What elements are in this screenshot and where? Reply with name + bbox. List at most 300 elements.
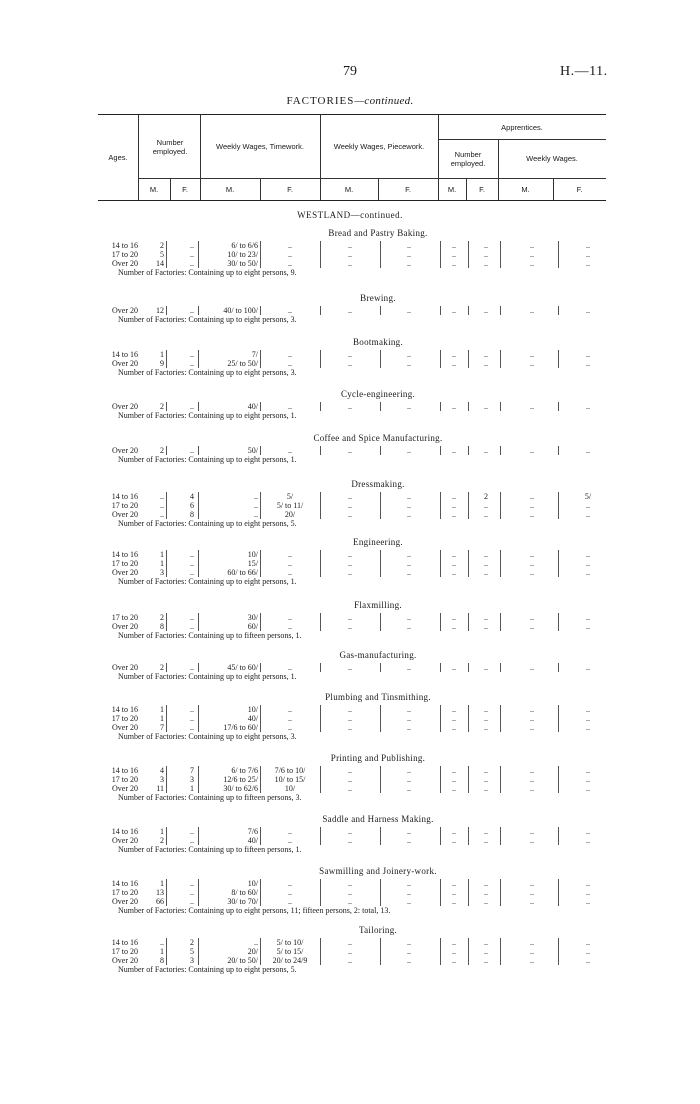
apprentice-m-cell: .. (452, 888, 456, 897)
piecework-f-cell: .. (407, 766, 411, 775)
column-rule (380, 446, 381, 455)
table-row (0, 250, 700, 259)
timework-f-cell: .. (288, 241, 292, 250)
table-row (0, 714, 700, 723)
column-rule (166, 550, 167, 577)
wages-f-cell: .. (586, 888, 590, 897)
age-cell: 17 to 20 (111, 714, 138, 723)
piecework-m-cell: .. (348, 550, 352, 559)
apprentice-m-cell: .. (452, 402, 456, 411)
table-row (0, 663, 700, 672)
piecework-f-cell: .. (407, 663, 411, 672)
employed-m-cell: 9 (160, 359, 164, 368)
employed-m-cell: .. (160, 501, 164, 510)
column-rule (500, 446, 501, 455)
employed-f-cell: .. (190, 714, 194, 723)
column-rule (558, 306, 559, 315)
age-cell: Over 20 (112, 784, 138, 793)
apprentice-m-cell: .. (452, 836, 456, 845)
piecework-m-cell: .. (348, 241, 352, 250)
wages-m-cell: .. (530, 306, 534, 315)
timework-f-cell: .. (288, 897, 292, 906)
timework-m-cell: 30/ to 50/ (227, 259, 258, 268)
age-cell: Over 20 (112, 446, 138, 455)
timework-m-cell: .. (254, 510, 258, 519)
wages-f-cell: .. (586, 879, 590, 888)
column-rule (558, 402, 559, 411)
piecework-m-cell: .. (348, 402, 352, 411)
employed-f-cell: .. (190, 559, 194, 568)
timework-f-cell: .. (288, 402, 292, 411)
piecework-m-cell: .. (348, 879, 352, 888)
column-rule (500, 550, 501, 577)
section-rows (0, 663, 700, 681)
column-rule (260, 446, 261, 455)
wages-f-cell: .. (586, 568, 590, 577)
employed-m-cell: 1 (160, 714, 164, 723)
apprentice-f-cell: .. (484, 663, 488, 672)
piecework-f-cell: .. (407, 402, 411, 411)
factories-note: Number of Factories: Containing up to eight persons, 9. (118, 268, 297, 277)
column-rule (468, 350, 469, 368)
apprentice-m-cell: .. (452, 241, 456, 250)
timework-m-cell: 50/ (247, 446, 258, 455)
col-time-m: M. (225, 184, 235, 194)
timework-f-cell: .. (288, 888, 292, 897)
apprentice-f-cell: .. (484, 775, 488, 784)
timework-m-cell: 40/ (247, 836, 258, 845)
table-row (0, 259, 700, 268)
piecework-f-cell: .. (407, 259, 411, 268)
wages-m-cell: .. (530, 250, 534, 259)
wages-f-cell: .. (586, 250, 590, 259)
column-rule (468, 766, 469, 793)
section-title: Engineering. (353, 537, 403, 547)
factories-note: Number of Factories: Containing up to fifteen persons, 1. (118, 845, 302, 854)
column-rule (260, 705, 261, 732)
age-cell: Over 20 (112, 259, 138, 268)
column-rule (380, 938, 381, 965)
apprentices-number-header: Number employed. (450, 149, 486, 168)
table-row (0, 501, 700, 510)
piecework-f-cell: .. (407, 714, 411, 723)
column-rule (320, 350, 321, 368)
apprentice-m-cell: .. (452, 501, 456, 510)
wages-m-cell: .. (530, 510, 534, 519)
timework-m-cell: 45/ to 60/ (227, 663, 258, 672)
apprentice-f-cell: .. (484, 956, 488, 965)
document-code: H.—11. (560, 64, 608, 79)
age-cell: Over 20 (112, 622, 138, 631)
col-piece-f: F. (405, 184, 411, 194)
column-rule (320, 827, 321, 845)
column-rule (198, 827, 199, 845)
column-rule (440, 705, 441, 732)
apprentice-m-cell: .. (452, 956, 456, 965)
column-rule (166, 827, 167, 845)
timework-m-cell: 10/ (247, 705, 258, 714)
wages-f-cell: .. (586, 501, 590, 510)
piecework-f-cell: .. (407, 622, 411, 631)
piecework-f-cell: .. (407, 492, 411, 501)
section-rows (0, 827, 700, 854)
timework-m-cell: 40/ (247, 402, 258, 411)
age-cell: 14 to 16 (111, 705, 138, 714)
age-cell: Over 20 (112, 510, 138, 519)
employed-f-cell: .. (190, 306, 194, 315)
column-rule (440, 402, 441, 411)
section-title: Dressmaking. (351, 479, 405, 489)
apprentice-f-cell: .. (484, 359, 488, 368)
piecework-f-cell: .. (407, 705, 411, 714)
apprentice-f-cell: .. (484, 827, 488, 836)
column-rule (468, 827, 469, 845)
employed-m-cell: 1 (160, 559, 164, 568)
employed-f-cell: .. (190, 879, 194, 888)
number-employed-header: Number employed. (152, 137, 188, 156)
age-cell: 17 to 20 (111, 888, 138, 897)
timework-f-cell: .. (288, 550, 292, 559)
wages-m-cell: .. (530, 938, 534, 947)
apprentice-f-cell: .. (484, 622, 488, 631)
apprentice-m-cell: .. (452, 663, 456, 672)
column-rule (468, 446, 469, 455)
piecework-m-cell: .. (348, 559, 352, 568)
wages-f-cell: .. (586, 510, 590, 519)
piecework-m-cell: .. (348, 723, 352, 732)
wages-m-cell: .. (530, 402, 534, 411)
age-cell: 14 to 16 (111, 879, 138, 888)
factories-note: Number of Factories: Containing up to eight persons, 3. (118, 315, 297, 324)
timework-f-cell: 5/ to 15/ (276, 947, 304, 956)
piecework-m-cell: .. (348, 350, 352, 359)
employed-f-cell: .. (190, 259, 194, 268)
column-rule (440, 827, 441, 845)
column-rule (380, 492, 381, 519)
section-rows (0, 613, 700, 640)
factories-note: Number of Factories: Containing up to eight persons, 11; fifteen persons, 2: total, 13. (118, 906, 391, 915)
wages-m-cell: .. (530, 241, 534, 250)
column-rule (558, 663, 559, 672)
apprentice-f-cell: .. (484, 897, 488, 906)
employed-f-cell: .. (190, 888, 194, 897)
column-rule (320, 766, 321, 793)
column-rule (558, 446, 559, 455)
table-row (0, 827, 700, 836)
age-cell: Over 20 (112, 306, 138, 315)
col-wage-f: F. (576, 184, 583, 194)
section-title: Flaxmilling. (354, 600, 402, 610)
column-rule (198, 879, 199, 906)
employed-f-cell: .. (190, 827, 194, 836)
piecework-m-cell: .. (348, 705, 352, 714)
section-title: Printing and Publishing. (330, 753, 426, 763)
column-rule (260, 938, 261, 965)
apprentice-m-cell: .. (452, 559, 456, 568)
wages-m-cell: .. (530, 879, 534, 888)
employed-m-cell: .. (160, 510, 164, 519)
employed-f-cell: .. (190, 613, 194, 622)
column-rule (320, 402, 321, 411)
timework-m-cell: 6/ to 6/6 (231, 241, 258, 250)
age-cell: Over 20 (112, 402, 138, 411)
table-row (0, 897, 700, 906)
column-rule (166, 306, 167, 315)
column-rule (500, 402, 501, 411)
section-rows (0, 241, 700, 277)
timework-f-cell: 10/ (284, 784, 296, 793)
apprentice-m-cell: .. (452, 550, 456, 559)
age-cell: 17 to 20 (111, 613, 138, 622)
employed-m-cell: 1 (160, 350, 164, 359)
piecework-f-cell: .. (407, 350, 411, 359)
timework-m-cell: 20/ to 50/ (227, 956, 258, 965)
wages-m-cell: .. (530, 956, 534, 965)
section-title: Coffee and Spice Manufacturing. (313, 433, 443, 443)
factories-note: Number of Factories: Containing up to eight persons, 3. (118, 368, 297, 377)
apprentice-f-cell: .. (484, 947, 488, 956)
timework-f-cell: .. (288, 568, 292, 577)
apprentice-f-cell: .. (484, 350, 488, 359)
column-rule (558, 350, 559, 368)
apprentice-f-cell: .. (484, 510, 488, 519)
apprentice-f-cell: .. (484, 402, 488, 411)
employed-m-cell: 3 (160, 775, 164, 784)
column-rule (260, 492, 261, 519)
employed-m-cell: 1 (160, 879, 164, 888)
apprentice-m-cell: .. (452, 827, 456, 836)
wages-m-cell: .. (530, 613, 534, 622)
column-rule (166, 705, 167, 732)
wages-m-cell: .. (530, 836, 534, 845)
timework-header: Weekly Wages, Timework. (216, 142, 304, 151)
age-cell: Over 20 (112, 956, 138, 965)
apprentice-f-cell: .. (484, 559, 488, 568)
timework-m-cell: 7/6 (247, 827, 258, 836)
age-cell: 17 to 20 (111, 775, 138, 784)
table-row (0, 784, 700, 793)
section-title: Plumbing and Tinsmithing. (325, 692, 431, 702)
employed-m-cell: 2 (160, 613, 164, 622)
employed-m-cell: 12 (156, 306, 164, 315)
employed-f-cell: .. (190, 836, 194, 845)
employed-m-cell: 1 (160, 705, 164, 714)
section-title: Tailoring. (358, 925, 398, 935)
apprentice-f-cell: .. (484, 550, 488, 559)
column-rule (166, 938, 167, 965)
column-rule (500, 879, 501, 906)
apprentice-m-cell: .. (452, 784, 456, 793)
timework-f-cell: .. (288, 613, 292, 622)
apprentice-m-cell: .. (452, 723, 456, 732)
section-title: Cycle-engineering. (340, 389, 416, 399)
column-rule (166, 613, 167, 631)
table-row (0, 350, 700, 359)
title-text: FACTORIES (286, 95, 355, 107)
piecework-f-cell: .. (407, 559, 411, 568)
piecework-m-cell: .. (348, 897, 352, 906)
employed-f-cell: .. (190, 723, 194, 732)
column-rule (380, 705, 381, 732)
ages-header: Ages. (108, 153, 128, 162)
timework-f-cell: .. (288, 622, 292, 631)
piecework-f-cell: .. (407, 501, 411, 510)
employed-m-cell: 13 (156, 888, 164, 897)
column-rule (380, 879, 381, 906)
timework-m-cell: 40/ (247, 714, 258, 723)
apprentice-m-cell: .. (452, 446, 456, 455)
piecework-f-cell: .. (407, 446, 411, 455)
column-rule (260, 306, 261, 315)
age-cell: Over 20 (112, 897, 138, 906)
employed-m-cell: 2 (160, 836, 164, 845)
wages-m-cell: .. (530, 723, 534, 732)
section-title: Bootmaking. (352, 337, 404, 347)
timework-f-cell: 5/ to 10/ (276, 938, 304, 947)
column-rule (440, 879, 441, 906)
employed-f-cell: .. (190, 663, 194, 672)
apprentice-f-cell: .. (484, 705, 488, 714)
column-rule (320, 550, 321, 577)
column-rule (198, 306, 199, 315)
column-rule (198, 402, 199, 411)
section-rows (0, 879, 700, 915)
timework-f-cell: 20/ to 24/9 (272, 956, 308, 965)
employed-f-cell: .. (190, 446, 194, 455)
piecework-m-cell: .. (348, 259, 352, 268)
wages-f-cell: .. (586, 784, 590, 793)
piecework-header: Weekly Wages, Piecework. (333, 142, 425, 151)
employed-m-cell: 1 (160, 947, 164, 956)
timework-f-cell: .. (288, 879, 292, 888)
age-cell: Over 20 (112, 663, 138, 672)
section-title: Gas-manufacturing. (339, 650, 417, 660)
column-rule (468, 402, 469, 411)
col-appr-f: F. (479, 184, 485, 194)
section-rows (0, 550, 700, 586)
column-rule (468, 705, 469, 732)
timework-m-cell: 30/ to 62/6 (223, 784, 258, 793)
section-title: Sawmilling and Joinery-work. (319, 866, 437, 876)
page-number: 79 (343, 64, 357, 79)
apprentice-f-cell: .. (484, 766, 488, 775)
piecework-m-cell: .. (348, 836, 352, 845)
wages-m-cell: .. (530, 663, 534, 672)
timework-m-cell: 7/ (251, 350, 258, 359)
column-rule (440, 663, 441, 672)
apprentice-f-cell: .. (484, 568, 488, 577)
table-row (0, 306, 700, 315)
column-rule (558, 613, 559, 631)
column-rule (198, 613, 199, 631)
wages-f-cell: .. (586, 241, 590, 250)
column-rule (166, 766, 167, 793)
piecework-f-cell: .. (407, 879, 411, 888)
timework-m-cell: 6/ to 7/6 (231, 766, 258, 775)
column-rule (558, 492, 559, 519)
timework-m-cell: .. (254, 938, 258, 947)
apprentices-header: Apprentices. (501, 122, 543, 132)
timework-f-cell: .. (288, 350, 292, 359)
section-title: Saddle and Harness Making. (322, 814, 434, 824)
column-rule (558, 827, 559, 845)
apprentice-m-cell: .. (452, 568, 456, 577)
timework-f-cell: 5/ to 11/ (276, 501, 304, 510)
timework-m-cell: 12/6 to 25/ (223, 775, 258, 784)
age-cell: 17 to 20 (111, 250, 138, 259)
timework-m-cell: 15/ (247, 559, 258, 568)
piecework-f-cell: .. (407, 827, 411, 836)
wages-f-cell: .. (586, 663, 590, 672)
apprentice-f-cell: .. (484, 446, 488, 455)
timework-m-cell: 40/ to 100/ (223, 306, 258, 315)
table-row (0, 402, 700, 411)
wages-f-cell: .. (586, 350, 590, 359)
column-rule (558, 550, 559, 577)
column-rule (468, 550, 469, 577)
column-rule (440, 938, 441, 965)
apprentice-f-cell: .. (484, 888, 488, 897)
timework-f-cell: .. (288, 714, 292, 723)
column-rule (320, 663, 321, 672)
apprentice-m-cell: .. (452, 350, 456, 359)
employed-m-cell: 66 (156, 897, 164, 906)
column-rule (380, 402, 381, 411)
column-rule (198, 766, 199, 793)
age-cell: 17 to 20 (111, 559, 138, 568)
wages-f-cell: .. (586, 622, 590, 631)
column-rule (320, 446, 321, 455)
wages-f-cell: .. (586, 827, 590, 836)
column-rule (380, 827, 381, 845)
apprentice-f-cell: .. (484, 306, 488, 315)
column-rule (260, 827, 261, 845)
column-rule (440, 350, 441, 368)
factories-note: Number of Factories: Containing up to fifteen persons, 1. (118, 631, 302, 640)
piecework-f-cell: .. (407, 836, 411, 845)
column-rule (500, 613, 501, 631)
col-appr-m: M. (447, 184, 457, 194)
wages-m-cell: .. (530, 559, 534, 568)
employed-m-cell: .. (160, 938, 164, 947)
timework-m-cell: .. (254, 492, 258, 501)
piecework-f-cell: .. (407, 947, 411, 956)
timework-f-cell: .. (288, 250, 292, 259)
employed-m-cell: 5 (160, 250, 164, 259)
column-rule (380, 613, 381, 631)
piecework-m-cell: .. (348, 568, 352, 577)
timework-f-cell: .. (288, 259, 292, 268)
column-rule (440, 492, 441, 519)
age-cell: 14 to 16 (111, 492, 138, 501)
wages-f-cell: .. (586, 550, 590, 559)
employed-m-cell: 1 (160, 550, 164, 559)
column-rule (260, 879, 261, 906)
piecework-m-cell: .. (348, 446, 352, 455)
column-rule (260, 550, 261, 577)
wages-f-cell: .. (586, 956, 590, 965)
wages-f-cell: .. (586, 559, 590, 568)
piecework-m-cell: .. (348, 775, 352, 784)
timework-f-cell: 10/ to 15/ (274, 775, 306, 784)
wages-m-cell: .. (530, 827, 534, 836)
column-rule (440, 766, 441, 793)
wages-m-cell: .. (530, 492, 534, 501)
column-rule (198, 492, 199, 519)
apprentice-m-cell: .. (452, 897, 456, 906)
section-rows (0, 705, 700, 741)
column-rule (468, 613, 469, 631)
